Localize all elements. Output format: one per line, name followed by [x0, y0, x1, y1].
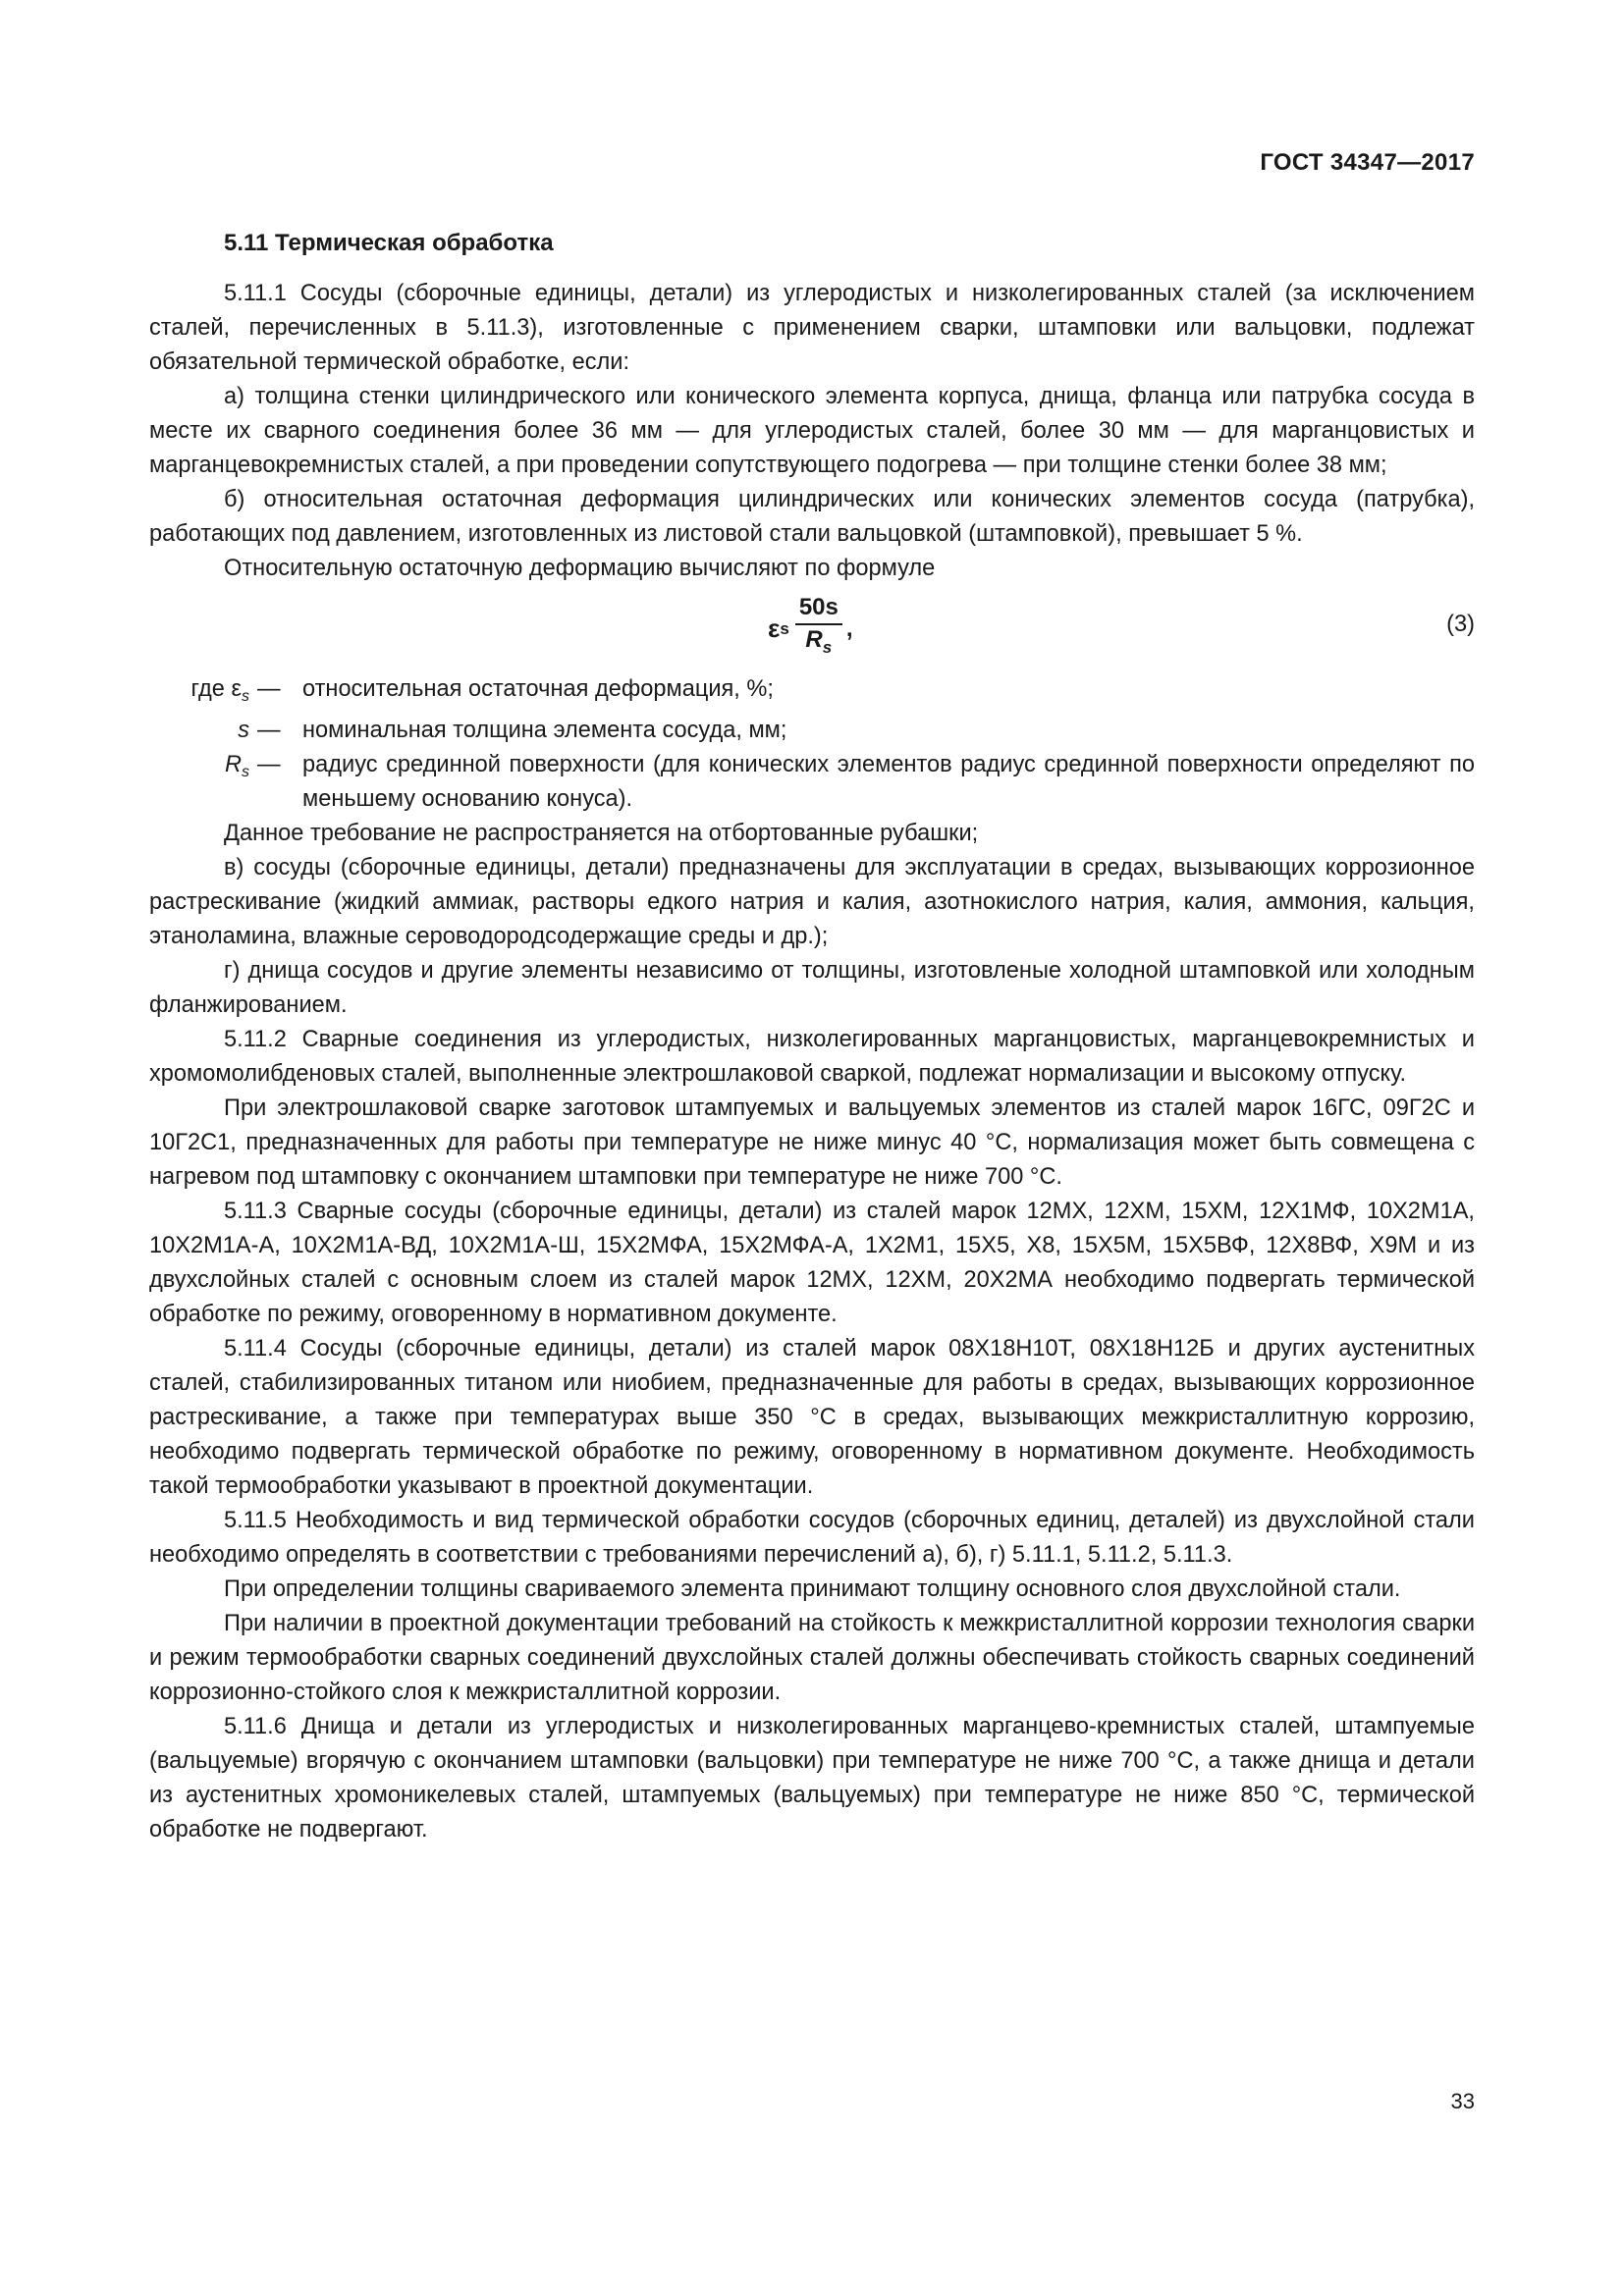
formula-symbol: ε [768, 613, 781, 643]
document-body [149, 226, 1475, 1847]
paragraph: 5.11.6 Днища и детали из углеродистых и низколегированных марганцево-кремнистых сталей, штампуемые (вальцуемые) вгорячую с окончанием штамповки (вальцовки) при температуре не ниже 700 °С, а также днища и детали из аустенитных хромоникелевых сталей, штампуемых (вальцуемых) при температуре не ниже 850 °С, термической обработке не подвергают. [149, 1714, 1475, 1842]
formula-numerator: 50s [795, 594, 842, 625]
paragraph: а) толщина стенки цилиндрического или конического элемента корпуса, днища, фланца или патрубка сосуда в месте их сварного соединения более 36 мм — для углеродистых сталей, более 30 мм — для марганцовистых и марганцевокремнистых сталей, а при проведении сопутствующего подогрева — при толщине стенки более 38 мм; [149, 384, 1475, 478]
formula-comma: , [845, 614, 853, 642]
legend-symbol [149, 748, 257, 817]
legend-intro: где [190, 676, 225, 702]
paragraph: 5.11.5 Необходимость и вид термической обработки сосудов (сборочных единиц, деталей) из двухслойной стали необходимо определять в соответствии с требованиями перечислений а), б), г) 5.11.1, 5.11.2, 5.11.3. [149, 1508, 1475, 1568]
document-header: ГОСТ 34347—2017 [1260, 149, 1475, 176]
paragraph: Данное требование не распространяется на отбортованные рубашки; [224, 821, 979, 846]
paragraph: г) днища сосудов и другие элементы независимо от толщины, изготовленые холодной штамповкой или холодным фланжированием. [149, 958, 1475, 1018]
paragraph: 5.11.1 Сосуды (сборочные единицы, детали) из углеродистых и низколегированных сталей (за исключением сталей, перечисленных в 5.11.3), изготовленные с применением сварки, штамповки или вальцовки, подлежат обязательной термической обработке, если: [149, 281, 1475, 375]
formula-number: (3) [1446, 612, 1475, 637]
legend-description: номинальная толщина элемента сосуда, мм; [302, 718, 787, 743]
legend-symbol-eps: ε [231, 676, 242, 702]
formula [768, 594, 853, 663]
paragraph: б) относительная остаточная деформация цилиндрических или конических элементов сосуда (патрубка), работающих под давлением, изготовленных из листовой стали вальцовкой (штамповкой), превышает 5 %. [149, 487, 1475, 547]
paragraph: 5.11.3 Сварные сосуды (сборочные единицы, детали) из сталей марок 12МХ, 12ХМ, 15ХМ, 12Х1МФ, 10Х2М1А, 10Х2М1А-А, 10Х2М1А-ВД, 10Х2М1А-Ш, 15Х2МФА, 15Х2МФА-А, 1Х2М1, 15Х5, Х8, 15Х5М, 15Х5ВФ, 12Х8ВФ, Х9М и из двухслойных сталей с основным слоем из сталей марок 12МХ, 12ХМ, 20Х2МА необходимо подвергать термической обработке по режиму, оговоренному в нормативном документе. [149, 1199, 1475, 1327]
paragraph: 5.11.2 Сварные соединения из углеродистых, низколегированных марганцовистых, марганцевокремнистых и хромомолибденовых сталей, выполненные электрошлаковой сваркой, подлежат нормализации и высокому отпуску. [149, 1027, 1475, 1087]
legend-description: относительная остаточная деформация, %; [302, 676, 774, 702]
formula-block [149, 586, 1475, 672]
paragraph: в) сосуды (сборочные единицы, детали) предназначены для эксплуатации в средах, вызывающих коррозионное растрескивание (жидкий аммиак, растворы едкого натрия и калия, азотнокислого натрия, калия, аммония, кальция, этаноламина, влажные сероводородсодержащие среды и др.); [149, 855, 1475, 949]
formula-denominator: R [805, 626, 823, 653]
legend-symbol [149, 714, 257, 748]
legend-description: радиус срединной поверхности (для конических элементов радиус срединной поверхности определяют по меньшему основанию конуса). [302, 752, 1475, 812]
formula-subscript: s [780, 618, 789, 638]
legend-dash: — [257, 718, 281, 743]
legend-symbol-sub: s [242, 764, 249, 780]
formula-denominator-subscript: s [822, 638, 833, 657]
legend-symbol-s: s [238, 718, 249, 743]
legend-dash: — [257, 752, 281, 777]
paragraph: При определении толщины свариваемого элемента принимают толщину основного слоя двухслойной стали. [224, 1576, 1401, 1602]
formula-denominator-wrap [805, 625, 832, 663]
legend-symbol [149, 672, 257, 714]
legend-dash: — [257, 676, 281, 702]
page-number: 33 [1450, 2089, 1475, 2113]
paragraph: 5.11.4 Сосуды (сборочные единицы, детали) из сталей марок 08Х18Н10Т, 08Х18Н12Б и других аустенитных сталей, стабилизированных титаном или ниобием, предназначенные для работы в средах, вызывающих коррозионное растрескивание, а также при температурах выше 350 °С в средах, вызывающих межкристаллитную коррозию, необходимо подвергать термической обработке по режиму, оговоренному в нормативном документе. Необходимость такой термообработки указывают в проектной документации. [149, 1336, 1475, 1499]
paragraph: Относительную остаточную деформацию вычисляют по формуле [224, 556, 936, 581]
paragraph: При наличии в проектной документации требований на стойкость к межкристаллитной коррозии технология сварки и режим термообработки сварных соединений двухслойных сталей должны обеспечивать стойкость сварных соединений коррозионно-стойкого слоя к межкристаллитной коррозии. [149, 1611, 1475, 1705]
legend-symbol-r: R [224, 752, 242, 777]
section-title: 5.11 Термическая обработка [224, 230, 554, 256]
formula-fraction [795, 594, 842, 663]
legend-symbol-sub: s [242, 688, 249, 705]
formula-legend [149, 672, 1475, 817]
paragraph: При электрошлаковой сварке заготовок штампуемых и вальцуемых элементов из сталей марок 16ГС, 09Г2С и 10Г2С1, предназначенных для работы при температуре не ниже минус 40 °С, нормализация может быть совмещена с нагревом под штамповку с окончанием штамповки при температуре не ниже 700 °С. [149, 1095, 1475, 1190]
